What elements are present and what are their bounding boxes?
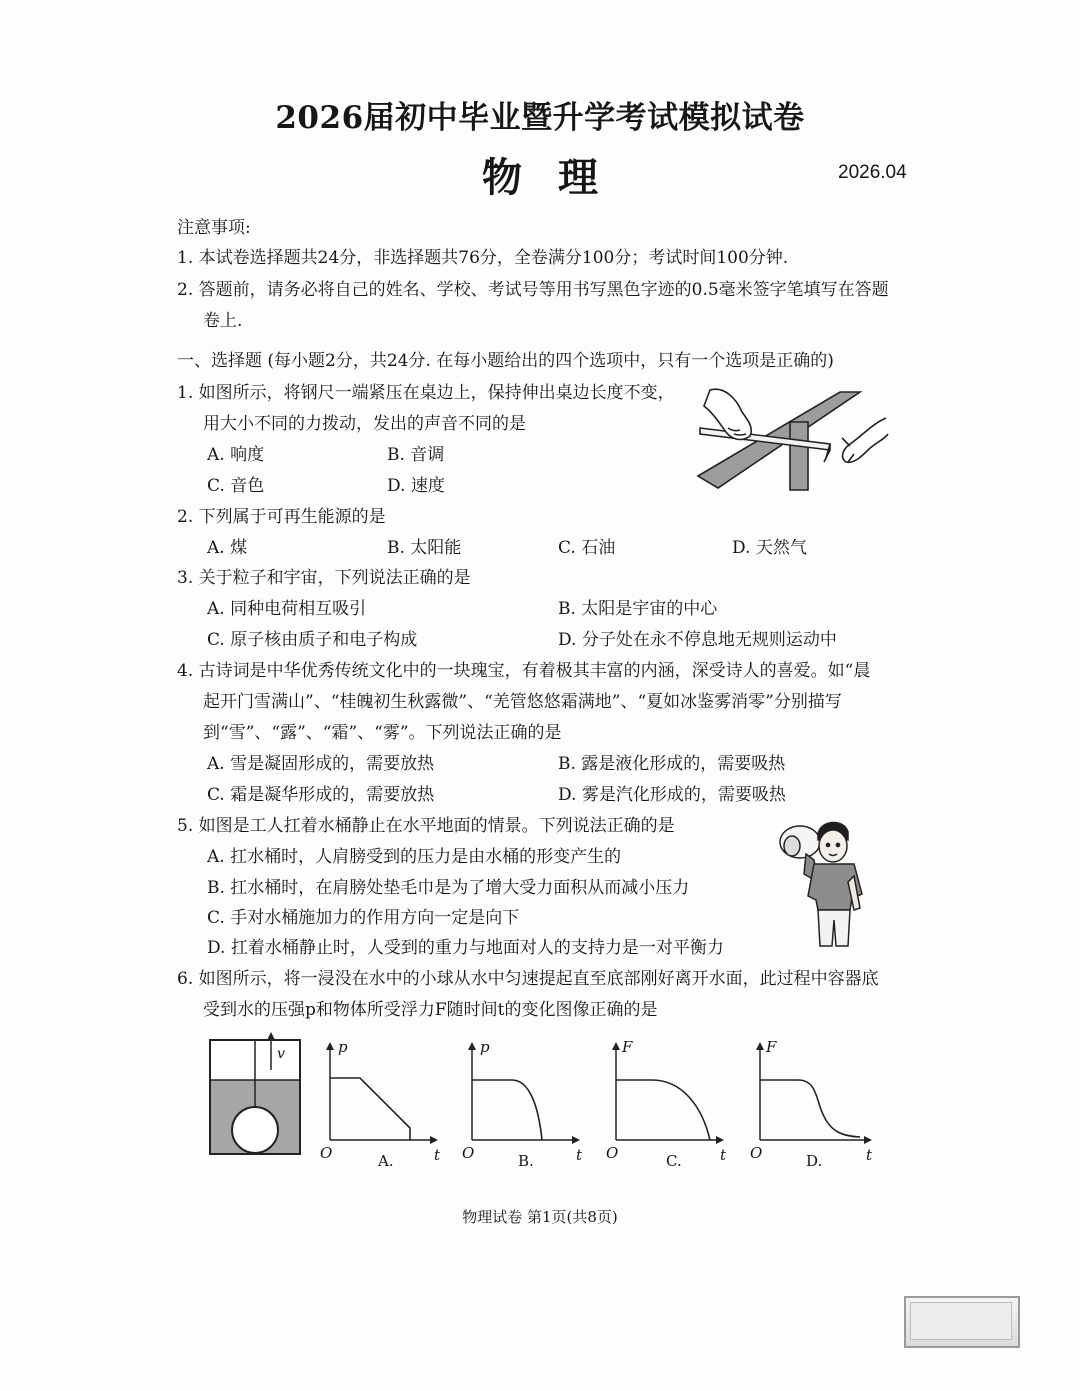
notes-item-1: 1. 本试卷选择题共24分，非选择题共76分，全卷满分100分；考试时间100分钟. <box>177 248 789 268</box>
x-label: t <box>720 1146 727 1164</box>
y-label: p <box>338 1038 348 1056</box>
option-label: D. <box>806 1152 823 1170</box>
curve-b <box>472 1080 542 1140</box>
exam-title: 2026届初中毕业暨升学考试模拟试卷 <box>275 100 805 136</box>
q6-stem-line1: 6. 如图所示，将一浸没在水中的小球从水中匀速提起直至底部刚好离开水面，此过程中容器底 <box>177 969 879 989</box>
q3-stem: 3. 关于粒子和宇宙，下列说法正确的是 <box>177 568 471 588</box>
q6-stem-line2: 受到水的压强p和物体所受浮力F随时间t的变化图像正确的是 <box>203 1000 658 1020</box>
q4-option-d: D. 雾是汽化形成的，需要吸热 <box>558 785 786 805</box>
x-arrow-icon <box>716 1136 724 1144</box>
y-label: p <box>480 1038 490 1056</box>
q2-option-b: B. 太阳能 <box>387 538 462 558</box>
graph-a <box>316 1036 446 1176</box>
exam-date: 2026.04 <box>838 162 907 183</box>
q1-option-d: D. 速度 <box>387 476 445 496</box>
q2-stem: 2. 下列属于可再生能源的是 <box>177 507 386 527</box>
origin-label: O <box>462 1144 475 1162</box>
q4-stem-line1: 4. 古诗词是中华优秀传统文化中的一块瑰宝，有着极其丰富的内涵，深受诗人的喜爱。如“晨 <box>177 661 871 681</box>
origin-label: O <box>750 1144 763 1162</box>
scanner-tray-inner <box>910 1302 1012 1340</box>
origin-label: O <box>320 1144 333 1162</box>
container-figure <box>205 1030 305 1160</box>
origin-label: O <box>606 1144 619 1162</box>
q2-option-c: C. 石油 <box>558 538 616 558</box>
y-arrow-icon <box>756 1042 764 1050</box>
notes-item-2: 2. 答题前，请务必将自己的姓名、学校、考试号等用书写黑色字迹的0.5毫米签字笔填写在答题 <box>177 280 889 300</box>
q3-option-d: D. 分子处在永不停息地无规则运动中 <box>558 630 837 650</box>
q5-option-b: B. 扛水桶时，在肩膀处垫毛巾是为了增大受力面积从而减小压力 <box>207 878 690 898</box>
x-label: t <box>576 1146 583 1164</box>
notes-item-2-cont: 卷上. <box>203 311 243 331</box>
graph-b <box>458 1036 588 1176</box>
x-label: t <box>866 1146 873 1164</box>
x-arrow-icon <box>864 1136 872 1144</box>
q2-option-a: A. 煤 <box>207 538 248 558</box>
q5-stem: 5. 如图是工人扛着水桶静止在水平地面的情景。下列说法正确的是 <box>177 816 675 836</box>
q1-option-a: A. 响度 <box>207 445 265 465</box>
x-arrow-icon <box>572 1136 580 1144</box>
ball-icon <box>232 1107 278 1153</box>
y-label: F <box>622 1038 633 1056</box>
y-arrow-icon <box>326 1042 334 1050</box>
subject-title: 物理 <box>482 154 634 201</box>
q3-option-b: B. 太阳是宇宙的中心 <box>558 599 718 619</box>
q1-stem-line1: 1. 如图所示，将钢尺一端紧压在桌边上，保持伸出桌边长度不变， <box>177 383 675 403</box>
q4-option-a: A. 雪是凝固形成的，需要放热 <box>207 754 435 774</box>
q5-option-a: A. 扛水桶时，人肩膀受到的压力是由水桶的形变产生的 <box>207 847 622 867</box>
option-label: A. <box>378 1152 394 1170</box>
graph-d <box>746 1036 880 1176</box>
option-label: C. <box>666 1152 682 1170</box>
y-label: F <box>766 1038 777 1056</box>
x-label: t <box>434 1146 441 1164</box>
arrow-up-icon <box>267 1032 275 1040</box>
q1-stem-line2: 用大小不同的力拨动，发出的声音不同的是 <box>203 414 526 434</box>
q4-option-c: C. 霜是凝华形成的，需要放热 <box>207 785 435 805</box>
q1-option-b: B. 音调 <box>387 445 445 465</box>
q1-option-c: C. 音色 <box>207 476 265 496</box>
velocity-label: v <box>277 1046 285 1062</box>
y-arrow-icon <box>612 1042 620 1050</box>
notes-heading: 注意事项: <box>177 218 251 238</box>
option-label: B. <box>518 1152 534 1170</box>
curve-d <box>760 1080 860 1137</box>
section-heading: 一、选择题 (每小题2分，共24分. 在每小题给出的四个选项中，只有一个选项是正确的) <box>177 351 834 371</box>
q4-stem-line3: 到“雪”、“露”、“霜”、“雾”。下列说法正确的是 <box>203 723 562 743</box>
curve-c <box>616 1080 710 1140</box>
page-footer: 物理试卷 第1页(共8页) <box>462 1208 618 1226</box>
q4-option-b: B. 露是液化形成的，需要吸热 <box>558 754 786 774</box>
q3-option-a: A. 同种电荷相互吸引 <box>207 599 367 619</box>
x-arrow-icon <box>430 1136 438 1144</box>
curve-a <box>330 1078 410 1140</box>
q3-option-c: C. 原子核由质子和电子构成 <box>207 630 418 650</box>
ruler-figure <box>690 384 890 494</box>
worker-figure <box>778 816 870 950</box>
graph-c <box>602 1036 732 1176</box>
y-arrow-icon <box>468 1042 476 1050</box>
q5-option-c: C. 手对水桶施加力的作用方向一定是向下 <box>207 908 520 928</box>
q4-stem-line2: 起开门雪满山”、“桂魄初生秋露微”、“羌管悠悠霜满地”、“夏如冰鉴雾消零”分别描写 <box>203 692 842 712</box>
q5-option-d: D. 扛着水桶静止时，人受到的重力与地面对人的支持力是一对平衡力 <box>207 938 724 958</box>
q2-option-d: D. 天然气 <box>732 538 807 558</box>
